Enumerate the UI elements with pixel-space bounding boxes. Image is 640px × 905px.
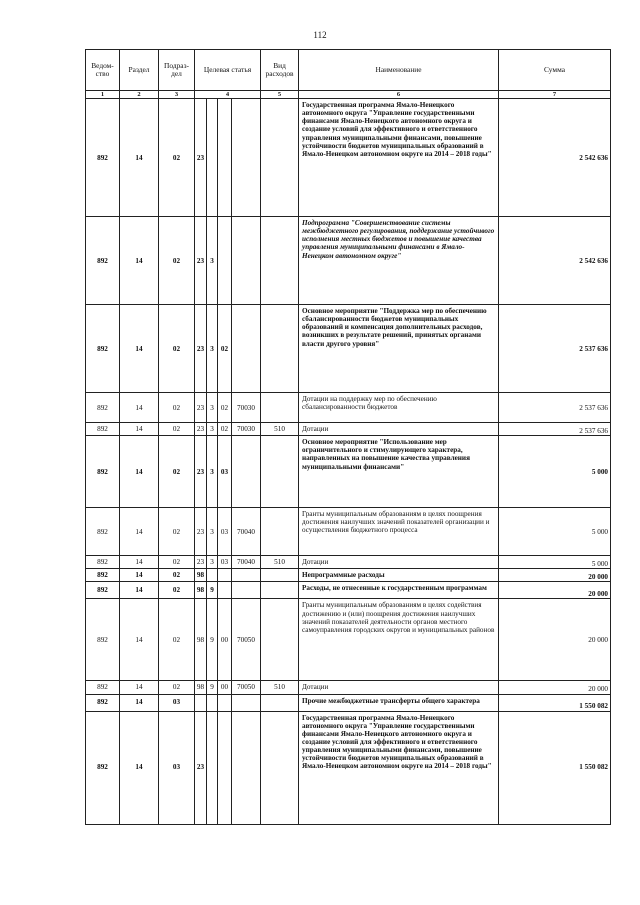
- page-number: 112: [313, 30, 327, 40]
- cell-t2: 9: [207, 681, 218, 694]
- column-number: 6: [299, 91, 499, 99]
- table-row: [86, 569, 611, 582]
- cell-t2: 3: [207, 393, 218, 423]
- column-number: 5: [261, 91, 299, 99]
- cell-sub: 02: [159, 599, 195, 681]
- cell-sub: 02: [159, 99, 195, 217]
- cell-vr: [261, 582, 299, 599]
- cell-dept: 892: [86, 599, 120, 681]
- cell-name: Гранты муниципальным образованиям в целях содействия достижению и (или) поощрения достижения наилучших значений показателей деятельности органов местного самоуправления городских округов и муниципальных районов: [299, 599, 499, 681]
- cell-sum: 5 000: [499, 556, 611, 569]
- column-number-row: [86, 91, 611, 99]
- cell-t4: 70030: [232, 393, 261, 423]
- cell-t1: 98: [195, 569, 207, 582]
- cell-vr: [261, 305, 299, 393]
- cell-t3: 00: [218, 681, 232, 694]
- cell-t2: [207, 569, 218, 582]
- table-row: [86, 393, 611, 423]
- cell-sum: 5 000: [499, 436, 611, 508]
- cell-t3: 03: [218, 436, 232, 508]
- cell-vr: [261, 217, 299, 305]
- cell-sec: 14: [120, 599, 159, 681]
- cell-t4: 70030: [232, 423, 261, 436]
- cell-sec: 14: [120, 508, 159, 556]
- cell-vr: [261, 599, 299, 681]
- cell-sum: 2 537 636: [499, 423, 611, 436]
- table-row: [86, 305, 611, 393]
- cell-t3: 02: [218, 423, 232, 436]
- cell-sub: 03: [159, 711, 195, 824]
- cell-sub: 02: [159, 436, 195, 508]
- cell-sum: 20 000: [499, 681, 611, 694]
- cell-sum: 2 542 636: [499, 99, 611, 217]
- cell-dept: 892: [86, 305, 120, 393]
- cell-dept: 892: [86, 582, 120, 599]
- cell-t2: [207, 694, 218, 711]
- cell-t3: 00: [218, 599, 232, 681]
- cell-sub: 02: [159, 508, 195, 556]
- table-header-row: [86, 50, 611, 91]
- cell-vr: 510: [261, 423, 299, 436]
- column-number: 1: [86, 91, 120, 99]
- cell-name: Дотации: [299, 423, 499, 436]
- cell-sub: 02: [159, 305, 195, 393]
- cell-t4: 70040: [232, 556, 261, 569]
- cell-sec: 14: [120, 681, 159, 694]
- header-sum: Сумма: [499, 50, 611, 91]
- header-target: Целевая статья: [195, 50, 261, 91]
- cell-t2: 3: [207, 556, 218, 569]
- cell-t2: 3: [207, 305, 218, 393]
- header-name: Наименование: [299, 50, 499, 91]
- cell-t1: 23: [195, 423, 207, 436]
- cell-t1: 23: [195, 305, 207, 393]
- cell-t4: [232, 694, 261, 711]
- cell-sec: 14: [120, 217, 159, 305]
- cell-name: Расходы, не отнесенные к государственным программам: [299, 582, 499, 599]
- cell-sub: 02: [159, 556, 195, 569]
- cell-sec: 14: [120, 305, 159, 393]
- cell-t3: [218, 99, 232, 217]
- cell-vr: [261, 711, 299, 824]
- cell-name: Непрограммные расходы: [299, 569, 499, 582]
- table-row: [86, 694, 611, 711]
- cell-sum: 2 537 636: [499, 393, 611, 423]
- cell-name: Основное мероприятие "Использование мер ограничительного и стимулирующего характера, направленных на повышение качества управления муниципальными финансами": [299, 436, 499, 508]
- cell-t1: 23: [195, 393, 207, 423]
- cell-sub: 02: [159, 681, 195, 694]
- cell-t2: 3: [207, 423, 218, 436]
- cell-t1: 23: [195, 556, 207, 569]
- cell-t3: [218, 582, 232, 599]
- cell-sec: 14: [120, 694, 159, 711]
- table-row: [86, 423, 611, 436]
- table-row: [86, 711, 611, 824]
- cell-sec: 14: [120, 711, 159, 824]
- cell-t1: 98: [195, 681, 207, 694]
- header-dept: Ведом-ство: [86, 50, 120, 91]
- table-row: [86, 582, 611, 599]
- cell-t2: [207, 711, 218, 824]
- cell-dept: 892: [86, 508, 120, 556]
- cell-dept: 892: [86, 99, 120, 217]
- cell-t2: 3: [207, 436, 218, 508]
- cell-dept: 892: [86, 217, 120, 305]
- cell-t3: 03: [218, 556, 232, 569]
- cell-dept: 892: [86, 393, 120, 423]
- cell-t4: 70050: [232, 681, 261, 694]
- cell-t3: [218, 217, 232, 305]
- cell-t4: [232, 711, 261, 824]
- budget-table: [85, 49, 611, 825]
- cell-sum: 2 542 636: [499, 217, 611, 305]
- cell-t2: 9: [207, 582, 218, 599]
- cell-t3: [218, 569, 232, 582]
- cell-vr: [261, 436, 299, 508]
- cell-dept: 892: [86, 694, 120, 711]
- cell-t1: 23: [195, 436, 207, 508]
- cell-t4: [232, 305, 261, 393]
- cell-dept: 892: [86, 423, 120, 436]
- cell-t4: [232, 569, 261, 582]
- cell-sec: 14: [120, 569, 159, 582]
- cell-vr: [261, 569, 299, 582]
- cell-sec: 14: [120, 423, 159, 436]
- cell-name: Гранты муниципальным образованиям в целях поощрения достижения наилучших значений показателей организации и осуществления бюджетного процесса: [299, 508, 499, 556]
- cell-t1: 98: [195, 582, 207, 599]
- header-subsection: Подраз-дел: [159, 50, 195, 91]
- header-section: Раздел: [120, 50, 159, 91]
- cell-sec: 14: [120, 99, 159, 217]
- cell-dept: 892: [86, 436, 120, 508]
- cell-sec: 14: [120, 582, 159, 599]
- cell-sum: 1 550 082: [499, 711, 611, 824]
- cell-vr: [261, 508, 299, 556]
- cell-name: Прочие межбюджетные трансферты общего характера: [299, 694, 499, 711]
- cell-dept: 892: [86, 569, 120, 582]
- cell-t1: 23: [195, 217, 207, 305]
- table-row: [86, 508, 611, 556]
- cell-t2: [207, 99, 218, 217]
- column-number: 2: [120, 91, 159, 99]
- cell-sub: 02: [159, 423, 195, 436]
- cell-sum: 5 000: [499, 508, 611, 556]
- cell-t4: [232, 99, 261, 217]
- cell-sum: 1 550 082: [499, 694, 611, 711]
- cell-name: Дотации на поддержку мер по обеспечению сбалансированности бюджетов: [299, 393, 499, 423]
- column-number: 7: [499, 91, 611, 99]
- table-row: [86, 599, 611, 681]
- cell-name: Основное мероприятие "Поддержка мер по обеспечению сбалансированности бюджетов муниципальных образований и компенсация дополнительных расходов, возникших в результате решений, принятых органами власти другого уровня": [299, 305, 499, 393]
- table-row: [86, 681, 611, 694]
- cell-t4: [232, 436, 261, 508]
- table-row: [86, 436, 611, 508]
- cell-vr: [261, 393, 299, 423]
- cell-t3: 03: [218, 508, 232, 556]
- cell-sub: 02: [159, 569, 195, 582]
- cell-t4: [232, 217, 261, 305]
- cell-t2: 3: [207, 217, 218, 305]
- cell-t3: [218, 694, 232, 711]
- table-row: [86, 217, 611, 305]
- cell-name: Государственная программа Ямало-Ненецкого автономного округа "Управление государственными финансами Ямало-Ненецкого автономного округа и создание условий для эффективного и ответственного управления муниципальными финансами, повышение устойчивости бюджетов муниципальных образований в Ямало-Ненецком автономном округе на 2014 – 2018 годы": [299, 99, 499, 217]
- cell-t4: [232, 582, 261, 599]
- column-number: 4: [195, 91, 261, 99]
- cell-vr: [261, 694, 299, 711]
- cell-sec: 14: [120, 436, 159, 508]
- cell-t4: 70050: [232, 599, 261, 681]
- cell-t2: 3: [207, 508, 218, 556]
- cell-t4: 70040: [232, 508, 261, 556]
- cell-sum: 2 537 636: [499, 305, 611, 393]
- cell-name: Дотации: [299, 681, 499, 694]
- cell-sum: 20 000: [499, 599, 611, 681]
- cell-vr: 510: [261, 681, 299, 694]
- cell-sum: 20 000: [499, 569, 611, 582]
- cell-dept: 892: [86, 556, 120, 569]
- table-row: [86, 556, 611, 569]
- cell-t3: 02: [218, 305, 232, 393]
- cell-sub: 02: [159, 582, 195, 599]
- cell-t3: [218, 711, 232, 824]
- cell-t2: 9: [207, 599, 218, 681]
- cell-dept: 892: [86, 711, 120, 824]
- cell-name: Дотации: [299, 556, 499, 569]
- cell-sum: 20 000: [499, 582, 611, 599]
- cell-sub: 02: [159, 217, 195, 305]
- table-row: [86, 99, 611, 217]
- cell-sec: 14: [120, 393, 159, 423]
- cell-sub: 03: [159, 694, 195, 711]
- cell-sub: 02: [159, 393, 195, 423]
- cell-t1: 23: [195, 99, 207, 217]
- cell-name: Государственная программа Ямало-Ненецкого автономного округа "Управление государственными финансами Ямало-Ненецкого автономного округа и создание условий для эффективного и ответственного управления муниципальными финансами, повышение устойчивости бюджетов муниципальных образований в Ямало-Ненецком автономном округе на 2014 – 2018 годы": [299, 711, 499, 824]
- cell-vr: 510: [261, 556, 299, 569]
- cell-vr: [261, 99, 299, 217]
- cell-t3: 02: [218, 393, 232, 423]
- cell-t1: 23: [195, 508, 207, 556]
- cell-t1: 23: [195, 711, 207, 824]
- cell-name: Подпрограмма "Совершенствование системы межбюджетного регулирования, поддержание устойчивого исполнения местных бюджетов и повышение качества управления муниципальными финансами в Ямало-Ненецком автономном округе": [299, 217, 499, 305]
- cell-t1: [195, 694, 207, 711]
- cell-sec: 14: [120, 556, 159, 569]
- column-number: 3: [159, 91, 195, 99]
- header-exp-type: Вид расходов: [261, 50, 299, 91]
- cell-dept: 892: [86, 681, 120, 694]
- cell-t1: 98: [195, 599, 207, 681]
